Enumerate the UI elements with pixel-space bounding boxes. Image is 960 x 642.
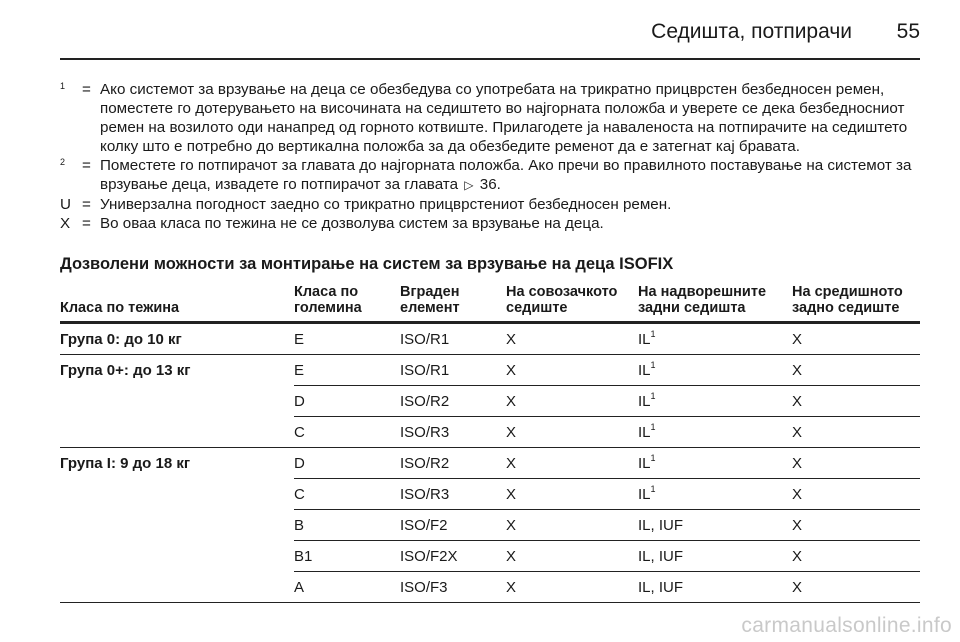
watermark: carmanualsonline.info xyxy=(741,614,952,637)
footnote xyxy=(60,214,922,233)
outer-rear-seats-cell: $IL^1$ xyxy=(638,448,792,479)
weight-class-cell xyxy=(60,572,294,603)
footnote-key-sup: 1 xyxy=(60,81,66,91)
middle-rear-seat-cell: X xyxy=(792,323,920,355)
footnote-key xyxy=(60,156,82,195)
footnote-ref-sup: 1 xyxy=(650,483,656,494)
footnote-ref-sup: 1 xyxy=(650,452,656,463)
table-row xyxy=(60,448,920,479)
weight-class-cell xyxy=(60,479,294,510)
fixture-cell: ISO/R2 xyxy=(400,448,506,479)
size-class-cell: D xyxy=(294,386,400,417)
middle-rear-seat-cell: X xyxy=(792,510,920,541)
section-title: Дозволени можности за монтирање на систем за врзување на деца ISOFIX xyxy=(60,255,674,273)
middle-rear-seat-cell: X xyxy=(792,479,920,510)
fixture-cell: ISO/R3 xyxy=(400,479,506,510)
page-title: Седишта, потпирачи xyxy=(651,20,852,43)
fixture-cell: ISO/R2 xyxy=(400,386,506,417)
middle-rear-seat-cell: X xyxy=(792,448,920,479)
passenger-seat-cell: X xyxy=(506,479,638,510)
passenger-seat-cell: X xyxy=(506,448,638,479)
size-class-cell: B xyxy=(294,510,400,541)
weight-class-cell xyxy=(60,386,294,417)
passenger-seat-cell: X xyxy=(506,510,638,541)
middle-rear-seat-cell: X xyxy=(792,572,920,603)
outer-rear-seats-cell: $IL^1$ xyxy=(638,386,792,417)
size-class-cell: C xyxy=(294,417,400,448)
footnote-ref-sup: 1 xyxy=(650,359,656,370)
weight-class-cell: Група I: 9 до 18 кг xyxy=(60,454,191,472)
footnote-key xyxy=(60,80,82,156)
passenger-seat-cell: X xyxy=(506,386,638,417)
outer-rear-seats-cell: $IL^1$ xyxy=(638,323,792,355)
header-passenger-seat: На совозачкото седиште xyxy=(506,281,638,323)
table-row xyxy=(60,479,920,510)
header-middle-rear-seat: На средишното задно седиште xyxy=(792,281,920,323)
table-row xyxy=(60,541,920,572)
footnote-text: Универзална погодност заедно со трикратно прицврстениот безбедносен ремен. xyxy=(100,196,672,213)
passenger-seat-cell: X xyxy=(506,417,638,448)
footnote-text: Во оваа класа по тежина не се дозволува систем за врзување на деца. xyxy=(100,215,604,232)
table-row xyxy=(60,323,920,355)
outer-rear-seats-cell: IL, IUF xyxy=(638,572,792,603)
size-class-cell: B1 xyxy=(294,541,400,572)
footnote-equals: = xyxy=(82,215,91,232)
middle-rear-seat-cell: X xyxy=(792,417,920,448)
weight-class-cell xyxy=(60,541,294,572)
passenger-seat-cell: X xyxy=(506,355,638,386)
outer-rear-seats-cell: $IL^1$ xyxy=(638,355,792,386)
footnote xyxy=(60,80,922,156)
footnote-key-sup: 2 xyxy=(60,157,66,167)
middle-rear-seat-cell: X xyxy=(792,355,920,386)
passenger-seat-cell: X xyxy=(506,323,638,355)
size-class-cell: E xyxy=(294,323,400,355)
middle-rear-seat-cell: X xyxy=(792,541,920,572)
passenger-seat-cell: X xyxy=(506,572,638,603)
size-class-cell: E xyxy=(294,355,400,386)
weight-class-cell xyxy=(60,510,294,541)
footnote-equals: = xyxy=(82,81,91,98)
outer-rear-seats-cell: $IL^1$ xyxy=(638,417,792,448)
fixture-cell: ISO/F2 xyxy=(400,510,506,541)
footnote-ref-sup: 1 xyxy=(650,390,656,401)
fixture-cell: ISO/R1 xyxy=(400,355,506,386)
weight-class-cell xyxy=(60,417,294,448)
footnote-key: U xyxy=(60,196,71,213)
page-ref-arrow-icon: ▷ xyxy=(464,178,474,192)
weight-class-cell: Група 0+: до 13 кг xyxy=(60,361,191,379)
fixture-cell: ISO/R1 xyxy=(400,323,506,355)
header-outer-rear-seats: На надворешните задни седишта xyxy=(638,281,792,323)
fixture-cell: ISO/F2X xyxy=(400,541,506,572)
table-header-row xyxy=(60,281,920,323)
footnotes xyxy=(60,80,922,233)
passenger-seat-cell: X xyxy=(506,541,638,572)
fixture-cell: ISO/R3 xyxy=(400,417,506,448)
page-header xyxy=(60,18,920,60)
weight-class-cell: Група 0: до 10 кг xyxy=(60,323,294,355)
footnote-ref-sup: 1 xyxy=(650,328,656,339)
table-row xyxy=(60,572,920,603)
fixture-cell: ISO/F3 xyxy=(400,572,506,603)
outer-rear-seats-cell: $IL^1$ xyxy=(638,479,792,510)
header-size-class: Класа по големина xyxy=(294,281,400,323)
footnote-text: Ако системот за врзување на деца се обезбедува со употребата на трикратно прицврстен безбедносен ремен, поместете го дотерувањето на височината на седиштето во најгорната положба и уверете се дека безбедносниот ремен на возилото оди нанапред од горното котвиште. Прилагодете ја наваленоста на потпирачите на седиштето колку што е потребно до вертикална положба за да обезбедите ременот да е затегнат кај бравата. xyxy=(100,81,908,155)
table-row xyxy=(60,510,920,541)
footnote xyxy=(60,195,922,214)
size-class-cell: D xyxy=(294,448,400,479)
footnote-equals: = xyxy=(82,157,91,174)
footnote-key: X xyxy=(60,215,71,232)
outer-rear-seats-cell: IL, IUF xyxy=(638,541,792,572)
footnote-equals: = xyxy=(82,196,91,213)
footnote-text: Поместете го потпирачот за главата до најгорната положба. Ако пречи во правилното поставување на системот за врзување деца, извадете го потпирачот за главата ▷ 36. xyxy=(100,157,912,193)
size-class-cell: A xyxy=(294,572,400,603)
table-row xyxy=(60,417,920,448)
isofix-table xyxy=(60,281,920,603)
page-number: 55 xyxy=(896,20,920,43)
header-weight-class: Класа по тежина xyxy=(60,281,294,323)
table-row xyxy=(60,386,920,417)
outer-rear-seats-cell: IL, IUF xyxy=(638,510,792,541)
footnote xyxy=(60,156,922,195)
middle-rear-seat-cell: X xyxy=(792,386,920,417)
size-class-cell: C xyxy=(294,479,400,510)
footnote-ref-sup: 1 xyxy=(650,421,656,432)
table-row xyxy=(60,355,920,386)
page-ref-link[interactable]: 36. xyxy=(479,176,501,193)
header-fixture: Вграден елемент xyxy=(400,281,506,323)
